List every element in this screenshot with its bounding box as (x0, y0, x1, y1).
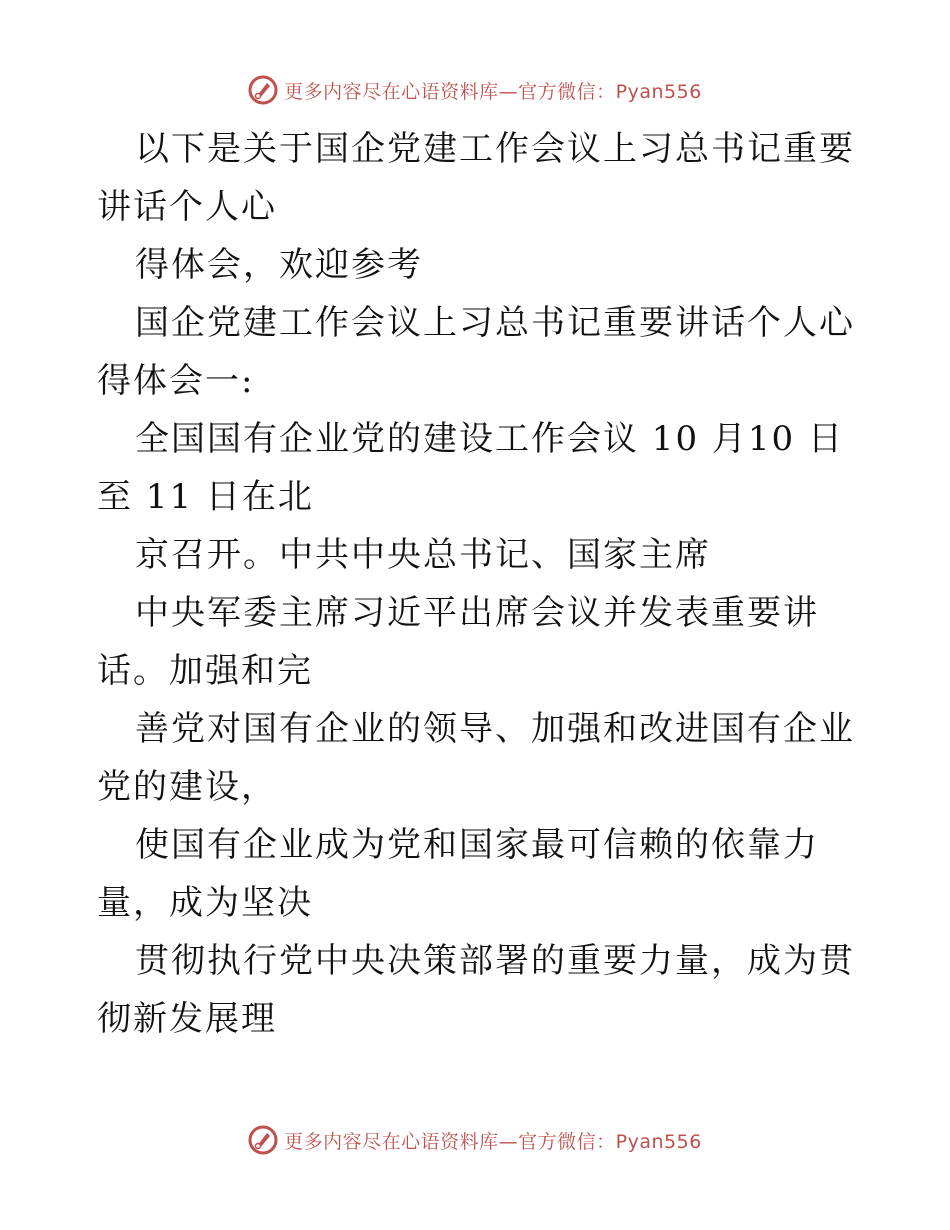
watermark-text: 更多内容尽在心语资料库—官方微信：Pyan556 (284, 80, 702, 103)
paragraph-2: 得体会，欢迎参考 (135, 245, 423, 285)
paragraph-7: 善党对国有企业的领导、加强和改进国有企业党的建设， (97, 709, 855, 807)
pen-nib-logo-icon (248, 75, 278, 105)
paragraph-5: 京召开。中共中央总书记、国家主席 (135, 535, 711, 575)
paragraph-4: 全国国有企业党的建设工作会议 10 月10 日至 11 日在北 (97, 419, 844, 517)
paragraph-1: 以下是关于国企党建工作会议上习总书记重要讲话个人心 (97, 129, 855, 227)
pen-nib-logo-icon (248, 1125, 278, 1155)
watermark-text: 更多内容尽在心语资料库—官方微信：Pyan556 (284, 1130, 702, 1153)
paragraph-6: 中央军委主席习近平出席会议并发表重要讲话。加强和完 (97, 593, 819, 691)
header-watermark (0, 70, 950, 110)
paragraph-3: 国企党建工作会议上习总书记重要讲话个人心得体会一: (97, 303, 855, 401)
document-body (97, 120, 857, 1048)
paragraph-9: 贯彻执行党中央决策部署的重要力量，成为贯彻新发展理 (97, 941, 855, 1039)
footer-watermark (0, 1120, 950, 1160)
paragraph-8: 使国有企业成为党和国家最可信赖的依靠力量，成为坚决 (97, 825, 819, 923)
